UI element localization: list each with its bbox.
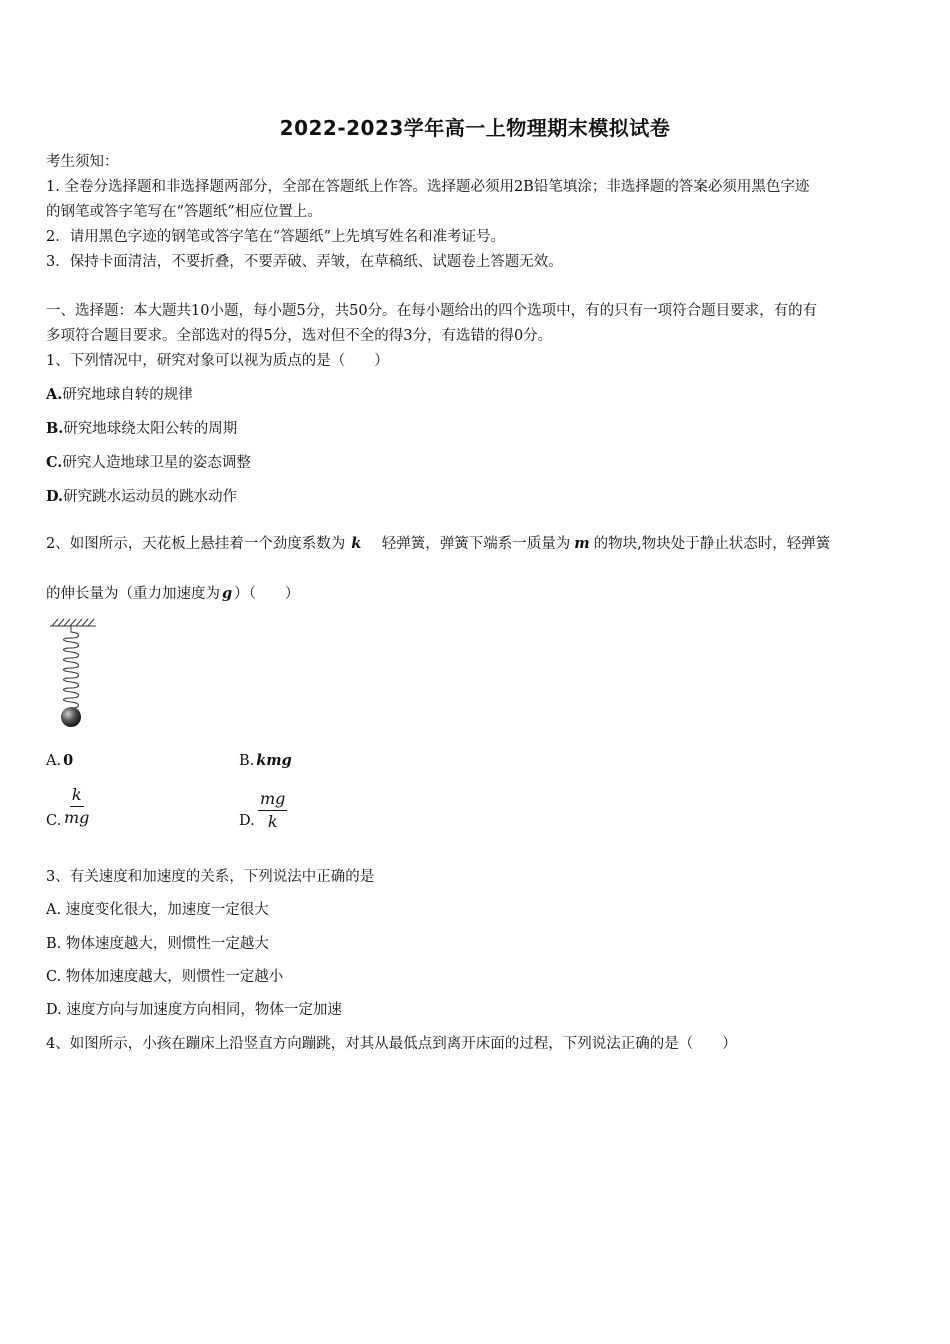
var-g: g	[222, 585, 233, 602]
q2-option-c-fraction	[64, 784, 89, 829]
q2-text: ）（ ）	[234, 586, 300, 602]
q1-option-d	[46, 487, 237, 507]
spring-figure	[46, 616, 100, 732]
section-intro-line-1: 一、选择题：本大题共10小题，每小题5分，共50分。在每小题给出的四个选项中，有的只有一项符合题目要求，有的有	[46, 303, 818, 319]
q1-option-b	[46, 419, 237, 439]
q2-text: 2、如图所示，天花板上悬挂着一个劲度系数为	[46, 536, 346, 552]
q2-text: 轻弹簧，弹簧下端系一质量为	[367, 536, 571, 552]
ball-block	[61, 707, 81, 727]
q3-option-d: D. 速度方向与加速度方向相同，物体一定加速	[46, 1002, 342, 1018]
fraction-denominator: k	[267, 812, 278, 831]
q2-stem-line-1	[46, 534, 830, 554]
q2-text: 的伸长量为（重力加速度为	[46, 586, 220, 602]
q3-option-c: C. 物体加速度越大，则惯性一定越小	[46, 969, 284, 985]
q2-option-d-fraction	[258, 788, 287, 833]
section-intro-line-2: 多项符合题目要求。全部选对的得5分，选对但不全的得3分，有选错的得0分。	[46, 328, 553, 344]
notice-item-3: 3．保持卡面清洁，不要折叠，不要弄破、弄皱，在草稿纸、试题卷上答题无效。	[46, 254, 563, 270]
q2-option-d-label: D.	[239, 813, 255, 829]
option-label: B.	[46, 420, 64, 437]
option-label: D.	[46, 488, 64, 505]
option-text: 研究人造地球卫星的姿态调整	[62, 455, 251, 471]
option-label: A.	[46, 753, 62, 769]
q2-stem-line-2	[46, 584, 299, 604]
option-text: 研究地球绕太阳公转的周期	[63, 421, 238, 437]
q2-option-c-label: C.	[46, 813, 62, 829]
q1-stem: 1、下列情况中，研究对象可以视为质点的是（ ）	[46, 353, 389, 369]
fraction-numerator: k	[70, 784, 84, 807]
var-k: k	[351, 535, 362, 552]
fraction-numerator: mg	[258, 788, 287, 811]
option-text: 研究地球自转的规律	[62, 387, 193, 403]
option-value: 0	[63, 752, 74, 769]
fraction-denominator: mg	[64, 808, 90, 827]
notice-item-2: 2．请用黑色字迹的钢笔或答字笔在“答题纸”上先填写姓名和准考证号。	[46, 229, 506, 245]
notice-heading: 考生须知：	[46, 154, 119, 170]
q2-text: 的物块,物块处于静止状态时，轻弹簧	[593, 536, 831, 552]
q2-option-b	[239, 751, 292, 771]
q2-option-a	[46, 751, 73, 771]
q1-option-c	[46, 453, 251, 473]
q3-option-a: A. 速度变化很大，加速度一定很大	[46, 902, 269, 918]
option-value: kmg	[256, 752, 292, 769]
q1-option-a	[46, 385, 193, 405]
option-label: A.	[46, 386, 63, 403]
option-text: 研究跳水运动员的跳水动作	[63, 489, 238, 505]
ceiling-hatch	[50, 619, 96, 626]
notice-item-1: 1. 全卷分选择题和非选择题两部分，全部在答题纸上作答。选择题必须用2B铅笔填涂；非选择题的答案必须用黑色字迹	[46, 179, 810, 195]
q4-stem: 4、如图所示，小孩在蹦床上沿竖直方向蹦跳，对其从最低点到离开床面的过程，下列说法正确的是（ ）	[46, 1036, 737, 1052]
var-m: m	[574, 535, 590, 552]
q3-stem: 3、有关速度和加速度的关系，下列说法中正确的是	[46, 869, 375, 885]
option-label: C.	[46, 454, 63, 471]
notice-item-1-cont: 的钢笔或答字笔写在“答题纸”相应位置上。	[46, 204, 322, 220]
option-label: B.	[239, 753, 255, 769]
q3-option-b: B. 物体速度越大，则惯性一定越大	[46, 936, 269, 952]
spring-coil	[64, 626, 79, 710]
page-title: 2022-2023学年高一上物理期末模拟试卷	[279, 116, 671, 140]
